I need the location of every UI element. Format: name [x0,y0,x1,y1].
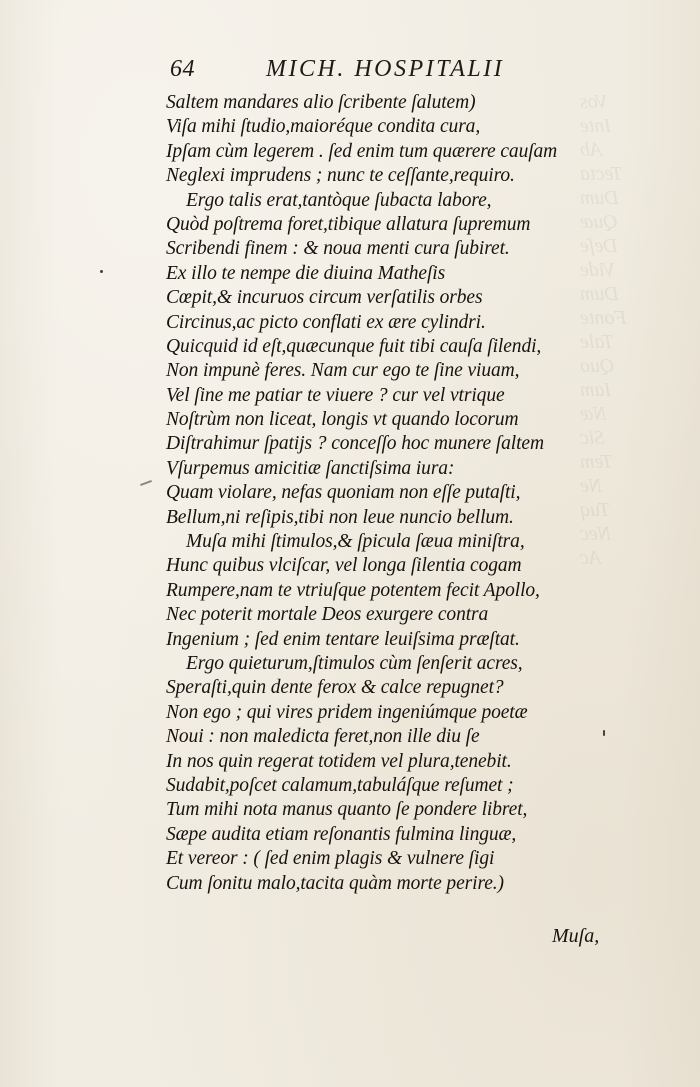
verse-line: Quòd poſtrema foret,tibique allatura ſupremum [166,213,531,235]
poem-text [166,91,606,896]
verse-line: Non impunè feres. Nam cur ego te ſine viuam, [166,360,520,382]
verse-line: Cum ſonitu malo,tacita quàm morte perire.) [166,872,504,894]
verse-line: Circinus,ac picto conflati ex ære cylindri. [166,311,486,333]
verse-line: Ergo talis erat,tantòque ſubacta labore, [186,189,492,211]
verse-line: Ipſam cùm legerem . ſed enim tum quærere cauſam [166,140,558,162]
ink-spot [603,730,605,736]
running-title: MICH. HOSPITALII [266,56,505,82]
margin-mark [140,480,152,486]
verse-line: Noſtrùm non liceat, longis vt quando locorum [166,409,519,431]
verse-line: Sæpe audita etiam reſonantis fulmina linguæ, [166,823,517,845]
verse-line: Quicquid id eſt,quæcunque fuit tibi cauſa ſilendi, [166,335,542,357]
verse-line: Rumpere,nam te vtriuſque potentem fecit Apollo, [166,579,540,601]
verse-line: Ingenium ; ſed enim tentare leuiſsima præſtat. [166,628,520,650]
page-header [170,54,570,86]
verse-line: Muſa mihi ſtimulos,& ſpicula ſæua miniſtra, [186,531,525,553]
ink-spot [100,270,103,273]
verse-line: In nos quin regerat totidem vel plura,tenebit. [166,750,512,772]
catchword: Muſa, [552,925,600,947]
verse-line: Ex illo te nempe die diuina Matheſis [166,262,446,284]
verse-line: Vel ſine me patiar te viuere ? cur vel vtrique [166,384,505,406]
verse-line: Scribendi finem : & noua menti cura ſubiret. [166,238,510,260]
page-number: 64 [170,56,195,82]
verse-line: Sudabit,poſcet calamum,tabuláſque reſumet ; [166,774,514,796]
verse-line: Et vereor : ( ſed enim plagis & vulnere ſigi [166,848,495,870]
verse-line: Cœpit,& incuruos circum verſatilis orbes [166,287,483,309]
verse-line: Non ego ; qui vires pridem ingeniúmque poetæ [166,701,528,723]
verse-line: Hunc quibus vlciſcar, vel longa ſilentia cogam [166,555,522,577]
bleed-through-text: Vos Inte Ab Tecta Dum Quæ Deſe Vide Dum Fonte Tale Quo Iam Næ Sic Tem Ne Tuq Nec Ac [580,91,627,569]
verse-line: Saltem mandares alio ſcribente ſalutem) [166,92,476,113]
verse-line: Bellum,ni reſipis,tibi non leue nuncio bellum. [166,506,514,528]
verse-line: Noui : non maledicta feret,non ille diu ſe [166,726,480,748]
verse-line: Neglexi imprudens ; nunc te ceſſante,requiro. [166,165,515,187]
verse-line: Speraſti,quin dente ferox & calce repugnet? [166,677,504,699]
verse-line: Quam violare, nefas quoniam non eſſe putaſti, [166,482,521,504]
verse-line: Nec poterit mortale Deos exurgere contra [166,604,489,626]
verse-line: Vſurpemus amicitiæ ſanctiſsima iura: [166,457,455,479]
verse-line: Diſtrahimur ſpatijs ? conceſſo hoc munere ſaltem [166,433,544,455]
verse-line: Ergo quieturum,ſtimulos cùm ſenſerit acres, [186,652,523,674]
verse-line: Viſa mihi ſtudio,maioréque condita cura, [166,116,481,138]
verse-line: Tum mihi nota manus quanto ſe pondere libret, [166,799,528,821]
